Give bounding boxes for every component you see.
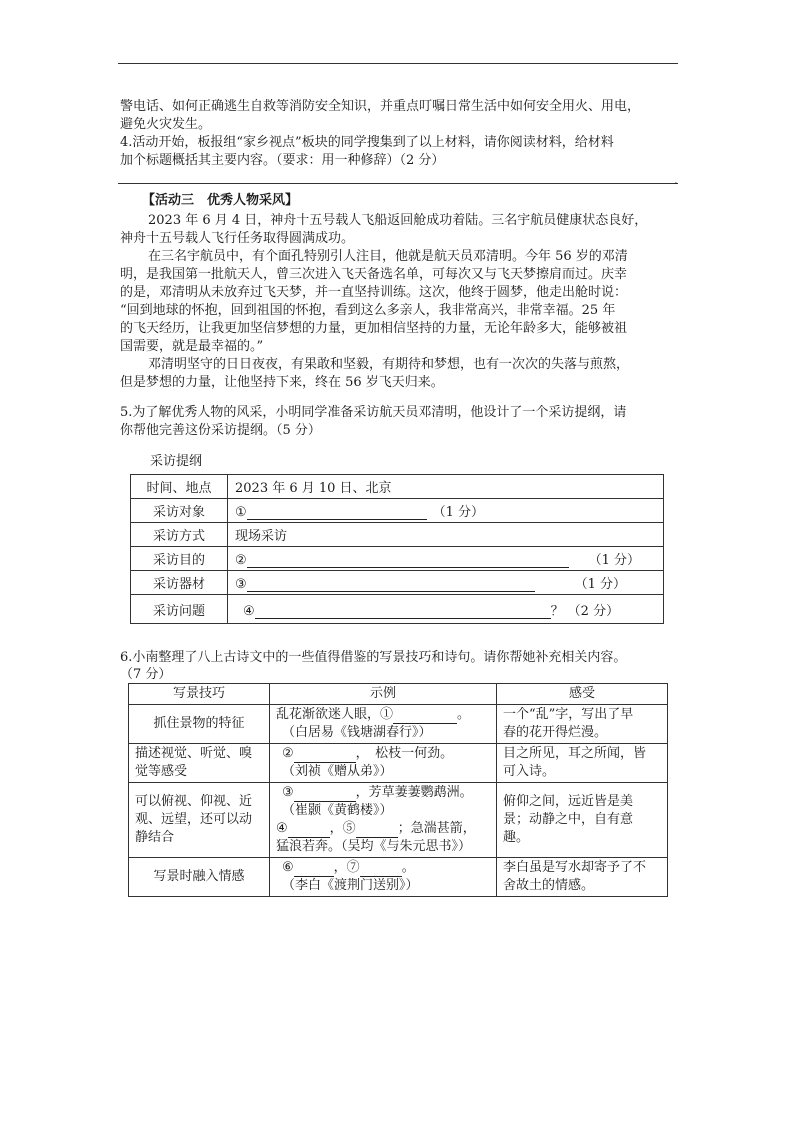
passage-p1-line-1: 2023 年 6 月 4 日，神舟十五号载人飞船返回舱成功着陆。三名宇航员健康状态良好， (148, 213, 648, 228)
blank-marker: ② (235, 553, 247, 568)
passage-p3-line-2: 但是梦想的力量，让他坚持下来，终在 56 岁飞天归来。 (120, 375, 444, 390)
feeling-text: 俯仰之间，远近皆是美 (503, 794, 634, 809)
example-cell (270, 783, 497, 858)
answer-blank-4[interactable] (255, 604, 551, 619)
answer-blank-1[interactable] (247, 505, 427, 520)
question-6-line-1: 6.小南整理了八上古诗文中的一些值得借鉴的写景技巧和诗句。请你帮她补充相关内容。 (120, 650, 627, 665)
answer-blank-3[interactable] (294, 787, 356, 802)
technique-text: 观、远望，还可以动 (135, 812, 253, 827)
technique-text: 可以俯视、仰视、近 (135, 794, 253, 809)
blank-marker: ③ (282, 785, 294, 800)
feeling-cell (497, 744, 668, 783)
answer-blank-1[interactable] (393, 709, 457, 724)
scenery-techniques-table (128, 683, 668, 897)
table-row (129, 858, 668, 897)
example-text: ， 松枝一何劲。 (355, 746, 454, 761)
row-label: 时间、地点 (131, 475, 228, 499)
technique-text: 静结合 (135, 830, 175, 845)
example-text: ；急湍甚箭， (397, 821, 476, 836)
passage-p1-line-2: 神舟十五号载人飞行任务取得圆满成功。 (120, 231, 355, 246)
technique-cell (129, 744, 270, 783)
table-row (131, 547, 664, 571)
header-example: 示例 (270, 684, 497, 705)
row-label: 采访目的 (131, 547, 228, 571)
question-4-line-2: 加个标题概括其主要内容。（要求：用一种修辞）（2 分） (120, 153, 445, 168)
blank-marker: ⑥ (282, 860, 294, 875)
interview-outline-caption: 采访提纲 (150, 454, 203, 469)
header-feeling: 感受 (497, 684, 668, 705)
blank-marker: ③ (235, 577, 247, 592)
blank-marker: ④ (276, 821, 288, 836)
technique-cell (129, 783, 270, 858)
passage-p2-line-4: “回到地球的怀抱，回到祖国的怀抱，看到这么多亲人，我非常高兴，非常幸福。25 年 (120, 303, 616, 318)
technique-cell: 写景时融入情感 (129, 858, 270, 897)
passage-p2-line-1: 在三名宇航员中，有个面孔特别引人注目，他就是航天员邓清明。今年 56 岁的邓清 (148, 249, 628, 264)
example-cell (270, 705, 497, 744)
feeling-text: 李白虽是写水却寄予了不 (503, 860, 647, 875)
example-text: ，芳草萋萋鹦鹉洲。 (355, 785, 473, 800)
feeling-text: 可入诗。 (503, 764, 556, 779)
score-label: （2 分） (567, 603, 620, 619)
blank-marker: ① (235, 505, 247, 520)
example-source: （李白《渡荆门送别》） (282, 878, 419, 893)
answer-dot: . (674, 173, 678, 187)
feeling-text: 一个“乱”字，写出了早 (503, 707, 634, 722)
score-label: （1 分） (432, 505, 485, 520)
interview-outline-table (130, 474, 664, 624)
example-text: ， (333, 860, 347, 875)
table-row (131, 571, 664, 595)
blank-marker: ④ (243, 603, 255, 619)
answer-blank-2[interactable] (294, 748, 356, 763)
table-row (131, 475, 664, 499)
example-text: 猛浪若奔。（吴均《与朱元思书》） (276, 839, 472, 854)
blank-marker: ⑦ (346, 860, 360, 875)
example-text: 。 (457, 707, 471, 722)
score-label: （1 分） (588, 553, 641, 568)
header-technique: 写景技巧 (129, 684, 270, 705)
passage-p2-line-3: 的是，邓清明从未放弃过飞天梦，并一直坚持训练。这次，他终于圆梦，他走出舱时说： (120, 285, 628, 300)
row-label: 采访问题 (131, 595, 228, 624)
table-row (131, 523, 664, 547)
feeling-text: 趣。 (503, 830, 530, 845)
table-row (129, 705, 668, 744)
intro-line-1: 警电话、如何正确逃生自救等消防安全知识，并重点叮嘱日常生活中如何安全用火、用电， (120, 99, 641, 114)
feeling-cell (497, 858, 668, 897)
passage-p2-line-6: 国需要，就是最幸福的。” (120, 339, 264, 354)
blank-marker: ② (282, 746, 294, 761)
example-source: （白居易《钱塘湖春行》） (282, 725, 432, 740)
row-value: 2023 年 6 月 10 日、北京 (228, 475, 664, 499)
example-text: 。 (401, 860, 415, 875)
question-5-line-1: 5.为了解优秀人物的风采，小明同学准备采访航天员邓清明，他设计了一个采访提纲，请 (120, 405, 627, 420)
example-cell (270, 858, 497, 897)
passage-p2-line-5: 的飞天经历，让我更加坚信梦想的力量，更加相信坚持的力量，无论年龄多大，能够被祖 (120, 321, 628, 336)
example-source: （崔颢《黄鹤楼》） (282, 803, 393, 818)
example-text: 乱花渐欲迷人眼， (276, 707, 381, 722)
answer-blank-2[interactable] (247, 553, 569, 568)
row-answer-cell (228, 499, 664, 523)
answer-blank-4[interactable] (288, 823, 330, 838)
question-5-line-2: 你帮他完善这份采访提纲。（5 分） (120, 423, 321, 438)
row-answer-cell (228, 595, 664, 624)
answer-blank-6[interactable] (294, 862, 334, 877)
activity-3-heading: 【活动三 优秀人物采风】 (142, 193, 299, 208)
table-row (129, 744, 668, 783)
technique-text: 描述视觉、听觉、嗅 (135, 746, 253, 761)
table-row (131, 499, 664, 523)
row-label: 采访器材 (131, 571, 228, 595)
row-label: 采访对象 (131, 499, 228, 523)
example-cell (270, 744, 497, 783)
example-text: ， (329, 821, 343, 836)
answer-blank-3[interactable] (247, 577, 535, 592)
feeling-text: 目之所见，耳之所闻，皆 (503, 746, 647, 761)
feeling-text: 春的花开得烂漫。 (503, 725, 608, 740)
passage-p3-line-1: 邓清明坚守的日日夜夜，有果敢和坚毅，有期待和梦想，也有一次次的失落与煎熬， (148, 357, 630, 372)
question-4-line-1: 4.活动开始，板报组“家乡视点”板块的同学搜集到了以上材料，请你阅读材料，给材料 (120, 135, 614, 150)
feeling-cell (497, 783, 668, 858)
question-4-answer-line[interactable] (118, 183, 678, 184)
score-label: （1 分） (574, 577, 627, 592)
row-answer-cell (228, 571, 664, 595)
question-mark: ？ (550, 603, 564, 619)
question-6-line-2: （7 分） (120, 667, 172, 682)
blank-marker: ⑤ (342, 821, 356, 836)
intro-line-2: 避免火灾发生。 (120, 117, 212, 132)
feeling-text: 舍故土的情感。 (503, 878, 595, 893)
answer-blank-7[interactable] (360, 862, 402, 877)
example-source: （刘祯《赠从弟》） (282, 764, 393, 779)
table-row (129, 783, 668, 858)
table-header-row (129, 684, 668, 705)
row-answer-cell (228, 547, 664, 571)
blank-marker: ① (380, 707, 394, 722)
passage-p2-line-2: 明，是我国第一批航天人，曾三次进入飞天备选名单，可每次又与飞天梦擦肩而过。庆幸 (120, 267, 628, 282)
technique-text: 觉等感受 (135, 764, 188, 779)
technique-cell: 抓住景物的特征 (129, 705, 270, 744)
answer-blank-5[interactable] (356, 823, 398, 838)
row-value: 现场采访 (228, 523, 664, 547)
page-header-rule (118, 63, 678, 64)
table-row (131, 595, 664, 624)
feeling-cell (497, 705, 668, 744)
row-label: 采访方式 (131, 523, 228, 547)
feeling-text: 景；动静之中，自有意 (503, 812, 634, 827)
